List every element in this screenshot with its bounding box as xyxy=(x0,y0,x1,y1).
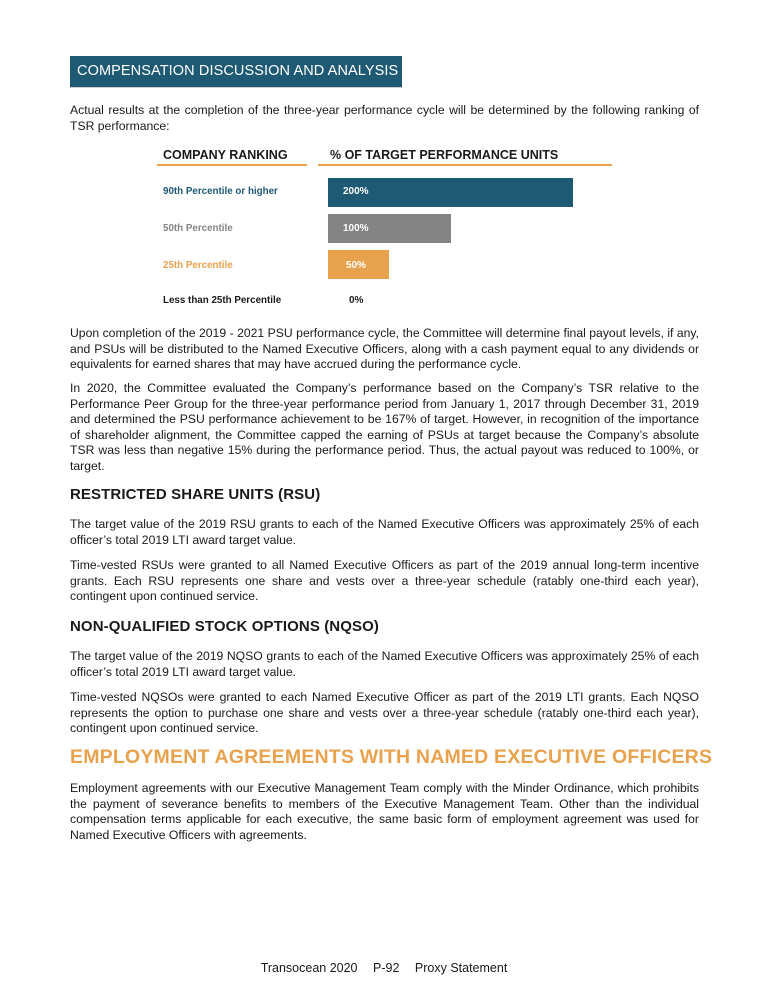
page-footer xyxy=(0,961,768,975)
rsu-target-paragraph: The target value of the 2019 RSU grants to each of the Named Executive Officers was approximately 25% of each officer’s total 2019 LTI award target value. xyxy=(70,517,699,547)
footer-document: Proxy Statement xyxy=(414,961,508,975)
intro-paragraph: Actual results at the completion of the three-year performance cycle will be determined by the following ranking of TSR performance: xyxy=(70,103,699,133)
bar-value-25th: 50% xyxy=(346,260,367,271)
row-label-50th: 50th Percentile xyxy=(163,223,233,234)
nqso-vesting-paragraph: Time-vested NQSOs were granted to each Named Executive Officer as part of the 2019 LTI grants. Each NQSO represents the option to purchase one share and vests over a three-year schedule (ratably one-third each year), contingent upon continued service. xyxy=(70,690,699,736)
row-label-25th: 25th Percentile xyxy=(163,260,233,271)
rsu-heading: RESTRICTED SHARE UNITS (RSU) xyxy=(70,486,321,503)
section-banner: COMPENSATION DISCUSSION AND ANALYSIS xyxy=(70,56,402,87)
bar-value-below-25th: 0% xyxy=(349,295,364,306)
bar-value-50th: 100% xyxy=(343,223,369,234)
chart-header-rule-right xyxy=(318,164,612,166)
footer-company: Transocean 2020 xyxy=(260,961,358,975)
employment-agreements-heading: EMPLOYMENT AGREEMENTS WITH NAMED EXECUTIVE OFFICERS xyxy=(70,746,713,768)
nqso-target-paragraph: The target value of the 2019 NQSO grants to each of the Named Executive Officers was approximately 25% of each officer’s total 2019 LTI award target value. xyxy=(70,649,699,679)
psu-completion-paragraph: Upon completion of the 2019 - 2021 PSU performance cycle, the Committee will determine final payout levels, if any, and PSUs will be distributed to the Named Executive Officers, along with a cash payment equal to any dividends or equivalents for earned shares that may have accrued during the performance cycle. xyxy=(70,326,699,372)
nqso-heading: NON-QUALIFIED STOCK OPTIONS (NQSO) xyxy=(70,618,379,635)
rsu-vesting-paragraph: Time-vested RSUs were granted to all Named Executive Officers as part of the 2019 annual long-term incentive grants. Each RSU represents one share and vests over a three-year schedule (ratably one-third each year), contingent upon continued service. xyxy=(70,558,699,604)
footer-page-number: P-92 xyxy=(373,961,400,975)
chart-header-target-units: % OF TARGET PERFORMANCE UNITS xyxy=(330,148,559,162)
banner-divider xyxy=(70,87,402,88)
bar-value-90th: 200% xyxy=(343,186,369,197)
row-label-below-25th: Less than 25th Percentile xyxy=(163,295,282,306)
chart-header-rule-left xyxy=(157,164,307,166)
chart-header-company-ranking: COMPANY RANKING xyxy=(163,148,288,162)
psu-2020-paragraph: In 2020, the Committee evaluated the Company’s performance based on the Company’s TSR relative to the Performance Peer Group for the three-year performance period from January 1, 2017 through December 31, 2019 and determined the PSU performance achievement to be 167% of target. However, in recognition of the importance of shareholder alignment, the Committee capped the earning of PSUs at target because the Company’s absolute TSR was less than negative 15% during the performance period. Thus, the actual payout was reduced to 100%, or target. xyxy=(70,381,699,473)
row-label-90th: 90th Percentile or higher xyxy=(163,186,278,197)
employment-agreements-paragraph: Employment agreements with our Executive Management Team comply with the Minder Ordinance, which prohibits the payment of severance benefits to members of the Executive Management Team. Other than the individual compensation terms applicable for each executive, the same basic form of employment agreement was used for Named Executive Officers with agreements. xyxy=(70,781,699,842)
